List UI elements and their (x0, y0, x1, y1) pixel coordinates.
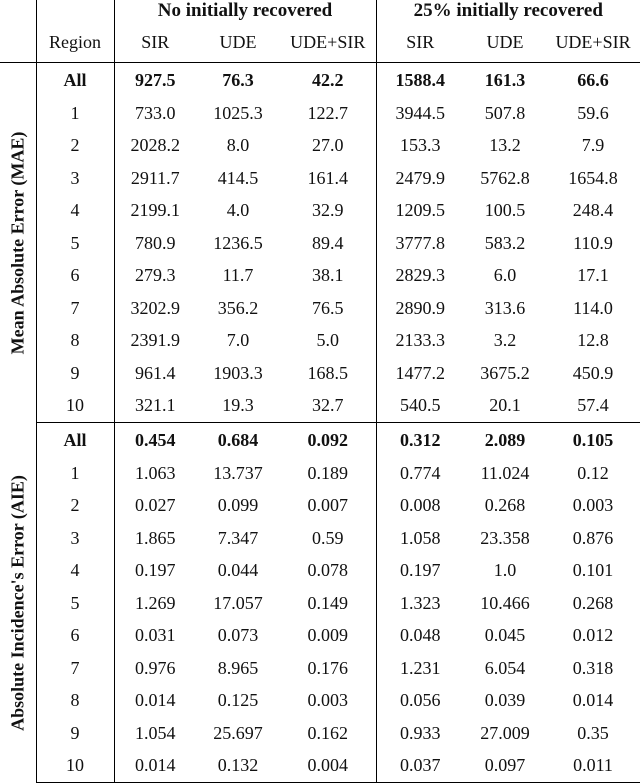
value-cell: 0.014 (572, 690, 614, 711)
value-cell: 0.073 (217, 625, 259, 646)
value-cell: 0.056 (400, 690, 441, 711)
value-cell: 0.039 (484, 690, 526, 711)
value-cell: 2028.2 (130, 135, 180, 156)
group-header-row (0, 0, 640, 22)
value-cell: 114.0 (573, 297, 613, 318)
value-cell: 1.865 (135, 527, 176, 548)
value-cell: 168.5 (280, 357, 376, 390)
value-cell: 0.268 (572, 592, 614, 613)
table-row (0, 750, 640, 783)
table-row (0, 260, 640, 293)
region-cell: 5 (36, 587, 114, 620)
region-cell: 3 (36, 162, 114, 195)
value-cell: 23.358 (480, 527, 530, 548)
value-cell: 0.048 (400, 625, 441, 646)
table-row (0, 587, 640, 620)
value-cell: 279.3 (135, 265, 176, 286)
region-cell: 8 (36, 685, 114, 718)
value-cell: 7.347 (217, 527, 259, 548)
value-cell: 313.6 (484, 297, 526, 318)
value-cell: 3777.8 (395, 232, 445, 253)
value-cell: 0.35 (577, 722, 609, 743)
group-header-no-recovered: No initially recovered (114, 0, 376, 22)
value-cell: 0.876 (572, 527, 614, 548)
table-row (0, 292, 640, 325)
region-cell: 4 (36, 195, 114, 228)
value-cell: 6.0 (493, 265, 517, 286)
value-cell: 0.312 (400, 429, 441, 450)
value-cell: 2479.9 (395, 167, 445, 188)
value-cell: 3202.9 (130, 297, 180, 318)
value-cell: 450.9 (572, 362, 614, 383)
region-cell: 6 (36, 260, 114, 293)
value-cell: 1477.2 (395, 362, 445, 383)
value-cell: 1.063 (135, 462, 176, 483)
value-cell: 2829.3 (395, 265, 445, 286)
value-cell: 11.7 (222, 265, 254, 286)
value-cell: 0.59 (280, 522, 376, 555)
value-cell: 0.009 (280, 620, 376, 653)
value-cell: 12.8 (577, 330, 609, 351)
value-cell: 25.697 (213, 722, 263, 743)
value-cell: 7.9 (581, 135, 605, 156)
col-header-sir-a: SIR (114, 22, 196, 63)
table-row (0, 227, 640, 260)
value-cell: 0.044 (217, 560, 259, 581)
value-cell: 0.125 (217, 690, 259, 711)
value-cell: 0.189 (280, 457, 376, 490)
value-cell: 0.045 (484, 625, 526, 646)
value-cell: 0.092 (280, 423, 376, 458)
value-cell: 0.454 (135, 429, 176, 450)
col-header-ude-a: UDE (196, 22, 280, 63)
value-cell: 5762.8 (480, 167, 530, 188)
value-cell: 1903.3 (213, 362, 263, 383)
value-cell: 927.5 (135, 69, 176, 90)
value-cell: 414.5 (217, 167, 259, 188)
value-cell: 100.5 (484, 200, 526, 221)
value-cell: 0.078 (280, 555, 376, 588)
value-cell: 0.684 (217, 429, 259, 450)
region-cell: 1 (36, 97, 114, 130)
table-row (0, 490, 640, 523)
value-cell: 2890.9 (395, 297, 445, 318)
region-cell: 2 (36, 130, 114, 163)
table-row (0, 195, 640, 228)
value-cell: 1.054 (135, 722, 176, 743)
region-cell: 2 (36, 490, 114, 523)
value-cell: 3.2 (493, 330, 517, 351)
value-cell: 153.3 (400, 135, 441, 156)
value-cell: 0.197 (400, 560, 441, 581)
col-header-ude-sir-a: UDE+SIR (280, 22, 376, 63)
region-cell: 9 (36, 717, 114, 750)
value-cell: 17.057 (213, 592, 263, 613)
table-row (0, 555, 640, 588)
value-cell: 0.011 (546, 750, 640, 783)
table-row (0, 162, 640, 195)
value-cell: 2911.7 (130, 167, 180, 188)
value-cell: 110.9 (573, 232, 613, 253)
value-cell: 0.037 (376, 750, 464, 783)
value-cell: 780.9 (135, 232, 176, 253)
value-cell: 161.4 (280, 162, 376, 195)
col-header-ude-sir-b: UDE+SIR (546, 22, 640, 63)
region-cell: 9 (36, 357, 114, 390)
value-cell: 507.8 (484, 102, 526, 123)
region-cell: 8 (36, 325, 114, 358)
value-cell: 89.4 (280, 227, 376, 260)
value-cell: 1588.4 (395, 69, 445, 90)
group-header-25-recovered: 25% initially recovered (413, 0, 603, 21)
value-cell: 2133.3 (395, 330, 445, 351)
value-cell: 1654.8 (568, 167, 618, 188)
value-cell: 0.101 (572, 560, 614, 581)
value-cell: 733.0 (135, 102, 176, 123)
region-cell: 7 (36, 292, 114, 325)
value-cell: 356.2 (217, 297, 259, 318)
region-cell: 4 (36, 555, 114, 588)
region-cell: 1 (36, 457, 114, 490)
col-header-region: Region (36, 22, 114, 63)
value-cell: 0.003 (572, 495, 614, 516)
value-cell: 17.1 (577, 265, 609, 286)
value-cell: 59.6 (577, 102, 609, 123)
value-cell: 0.012 (572, 625, 614, 646)
value-cell: 1.269 (135, 592, 176, 613)
value-cell: 27.0 (280, 130, 376, 163)
value-cell: 27.009 (480, 722, 530, 743)
value-cell: 4.0 (226, 200, 250, 221)
section-label-aie (0, 423, 36, 783)
value-cell: 32.7 (280, 390, 376, 423)
table-row (0, 717, 640, 750)
value-cell: 7.0 (226, 330, 250, 351)
table-row (0, 130, 640, 163)
region-cell: 7 (36, 652, 114, 685)
region-cell: 6 (36, 620, 114, 653)
value-cell: 1.058 (400, 527, 441, 548)
table-row (0, 390, 640, 423)
column-header-row (0, 22, 640, 63)
value-cell: 0.014 (114, 750, 196, 783)
value-cell: 6.054 (484, 657, 526, 678)
col-header-sir-b: SIR (376, 22, 464, 63)
value-cell: 8.0 (226, 135, 250, 156)
section-label-mae (0, 63, 36, 423)
table-row (0, 620, 640, 653)
value-cell: 2199.1 (130, 200, 180, 221)
value-cell: 3675.2 (480, 362, 530, 383)
value-cell: 10.466 (480, 592, 530, 613)
value-cell: 13.737 (213, 462, 263, 483)
value-cell: 20.1 (464, 390, 546, 423)
value-cell: 0.027 (135, 495, 176, 516)
value-cell: 1.231 (400, 657, 441, 678)
value-cell: 32.9 (280, 195, 376, 228)
table-row (0, 652, 640, 685)
value-cell: 1209.5 (395, 200, 445, 221)
value-cell: 0.176 (280, 652, 376, 685)
value-cell: 0.976 (135, 657, 176, 678)
region-cell: All (36, 63, 114, 98)
value-cell: 42.2 (280, 63, 376, 98)
value-cell: 76.3 (222, 69, 254, 90)
value-cell: 3944.5 (395, 102, 445, 123)
value-cell: 0.162 (280, 717, 376, 750)
region-cell: 10 (36, 750, 114, 783)
value-cell: 0.149 (280, 587, 376, 620)
value-cell: 76.5 (280, 292, 376, 325)
table-row (0, 357, 640, 390)
value-cell: 540.5 (376, 390, 464, 423)
value-cell: 13.2 (489, 135, 521, 156)
value-cell: 0.003 (280, 685, 376, 718)
value-cell: 0.007 (280, 490, 376, 523)
region-cell: 5 (36, 227, 114, 260)
value-cell: 0.105 (572, 429, 614, 450)
value-cell: 19.3 (196, 390, 280, 423)
value-cell: 0.031 (135, 625, 176, 646)
value-cell: 1.323 (400, 592, 441, 613)
value-cell: 0.774 (400, 462, 441, 483)
value-cell: 38.1 (280, 260, 376, 293)
value-cell: 1236.5 (213, 232, 263, 253)
value-cell: 57.4 (546, 390, 640, 423)
table-row (0, 522, 640, 555)
table-row (0, 457, 640, 490)
table-row (0, 325, 640, 358)
value-cell: 2391.9 (130, 330, 180, 351)
value-cell: 11.024 (480, 462, 530, 483)
region-cell: All (36, 423, 114, 458)
section-label-text: Mean Absolute Error (MAE) (7, 131, 28, 355)
value-cell: 8.965 (217, 657, 259, 678)
value-cell: 1.0 (493, 560, 517, 581)
value-cell: 2.089 (484, 429, 526, 450)
value-cell: 0.132 (196, 750, 280, 783)
value-cell: 0.008 (400, 495, 441, 516)
value-cell: 0.014 (135, 690, 176, 711)
value-cell: 0.268 (484, 495, 526, 516)
value-cell: 0.097 (464, 750, 546, 783)
region-cell: 3 (36, 522, 114, 555)
value-cell: 248.4 (572, 200, 614, 221)
table-row (0, 685, 640, 718)
value-cell: 66.6 (577, 69, 609, 90)
value-cell: 961.4 (135, 362, 176, 383)
value-cell: 0.197 (135, 560, 176, 581)
region-cell: 10 (36, 390, 114, 423)
value-cell: 321.1 (114, 390, 196, 423)
section-label-text: Absolute Incidence's Error (AIE) (7, 474, 28, 731)
value-cell: 0.099 (217, 495, 259, 516)
value-cell: 5.0 (280, 325, 376, 358)
value-cell: 0.318 (572, 657, 614, 678)
value-cell: 0.933 (400, 722, 441, 743)
value-cell: 0.12 (577, 462, 609, 483)
value-cell: 583.2 (484, 232, 526, 253)
table-row (0, 63, 640, 98)
value-cell: 122.7 (280, 97, 376, 130)
value-cell: 161.3 (484, 69, 526, 90)
table-row (0, 423, 640, 458)
table-row (0, 97, 640, 130)
value-cell: 0.004 (280, 750, 376, 783)
value-cell: 1025.3 (213, 102, 263, 123)
col-header-ude-b: UDE (464, 22, 546, 63)
